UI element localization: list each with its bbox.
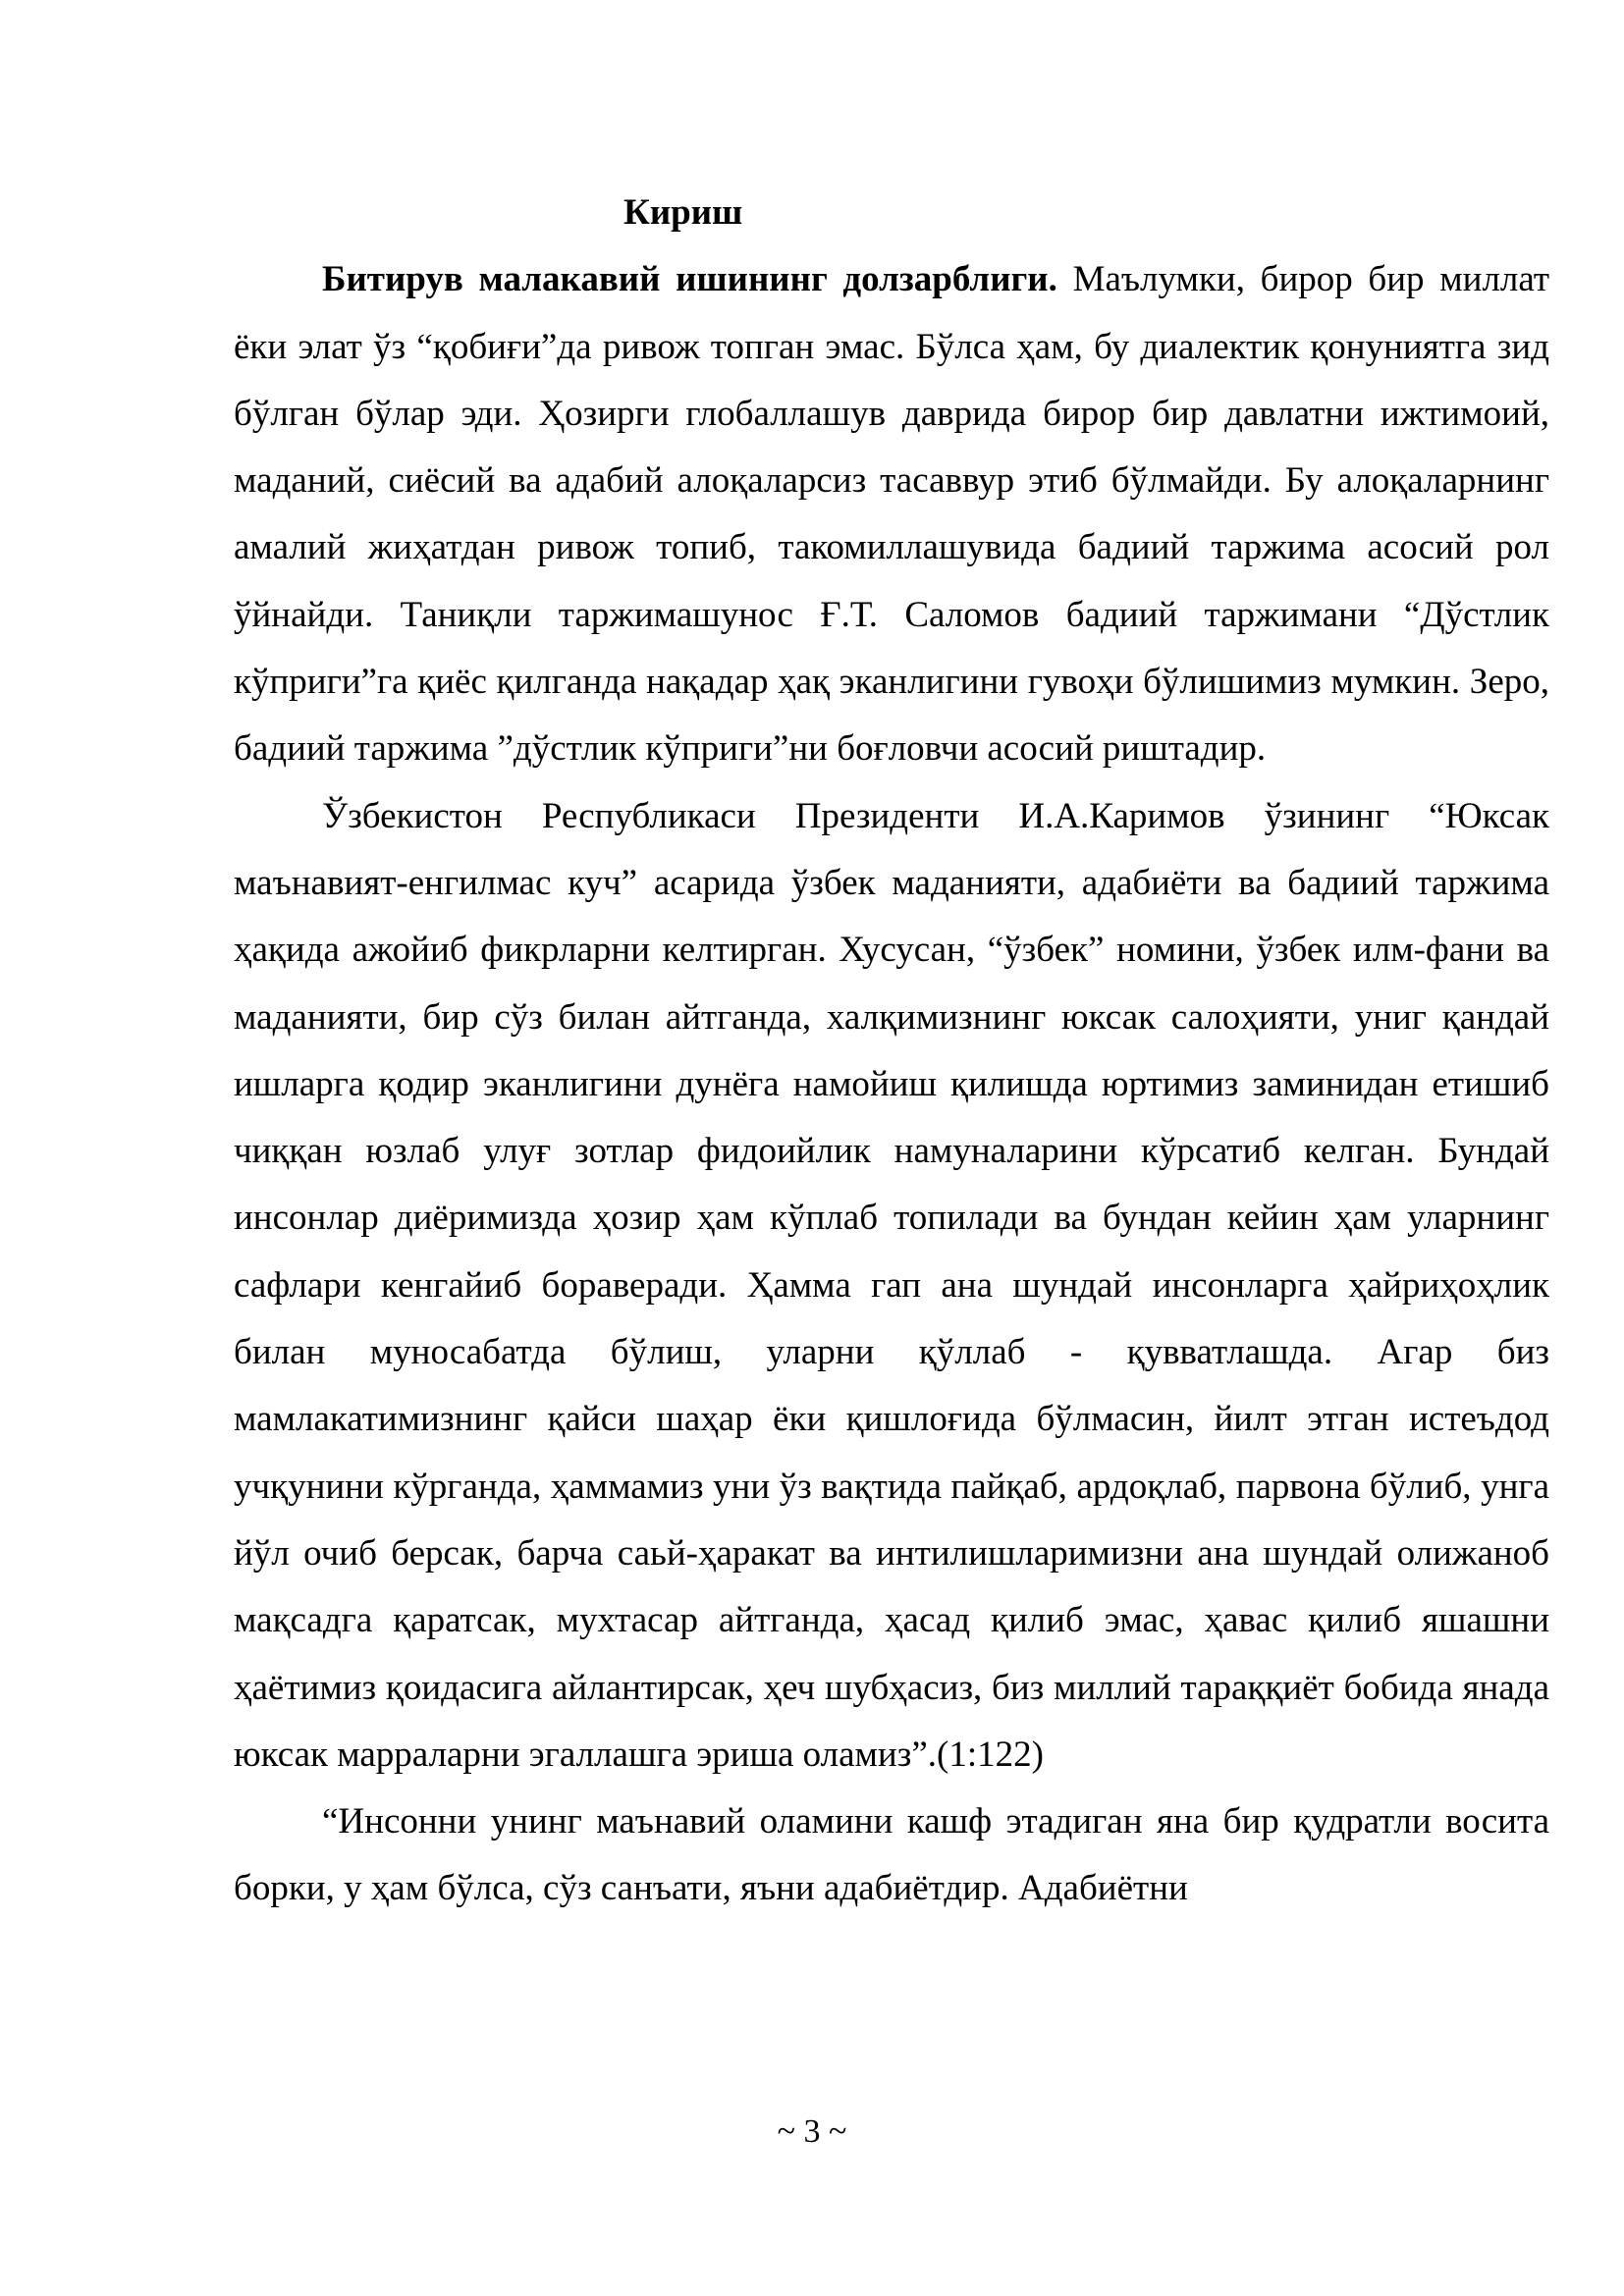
paragraph-president-quote [234, 783, 1549, 1789]
paragraph-text: “Инсонни унинг маънавий оламини кашф этадиган яна бир қудратли восита борки, у ҳам бўлса, сўз санъати, яъни адабиётдир. Адабиётни [234, 1801, 1549, 1909]
paragraph-lead: Битирув малакавий ишининг долзарблиги. [322, 259, 1057, 300]
section-heading: Кириш [623, 192, 743, 233]
paragraph-text: Ўзбекистон Республикаси Президенти И.А.Каримов ўзининг “Юксак маънавият-енгилмас куч” асарида ўзбек маданияти, адабиёти ва бадиий таржима ҳақида ажойиб фикрларни келтирган. Хусусан, “ўзбек” номини, ўзбек илм-фани ва маданияти, бир сўз билан айтганда, халқимизнинг юксак салоҳияти, униг қандай ишларга қодир эканлигини дунёга намойиш қилишда юртимиз заминидан етишиб чиққан юзлаб улуғ зотлар фидоийлик намуналарини кўрсатиб келган. Бундай инсонлар диёримизда ҳозир ҳам кўплаб топилади ва бундан кейин ҳам уларнинг сафлари кенгайиб бораверади. Ҳамма гап ана шундай инсонларга ҳайриҳоҳлик билан муносабатда бўлиш, уларни қўллаб - қувватлашда. Агар биз мамлакатимизнинг қайси шаҳар ёки қишлоғида бўлмасин, йилт этган истеъдод учқунини кўрганда, ҳаммамиз уни ўз вақтида пайқаб, ардоқлаб, парвона бўлиб, унга йўл очиб берсак, барча саьй-ҳаракат ва интилишларимизни ана шундай олижаноб мақсадга қаратсак, мухтасар айтганда, ҳасад қилиб эмас, ҳавас қилиб яшашни ҳаётимиз қоидасига айлантирсак, ҳеч шубҳасиз, биз миллий тараққиёт бобида янада юксак марраларни эгаллашга эриша оламиз”.(1:122) [234, 795, 1549, 1775]
document-body [234, 180, 1549, 1923]
page-number: ~ 3 ~ [777, 2113, 847, 2150]
paragraph-relevance [234, 246, 1549, 782]
paragraph-text: Маълумки, бирор бир миллат ёки элат ўз “қобиғи”да ривож топган эмас. Бўлса ҳам, бу диалектик қонуниятга зид бўлган бўлар эди. Ҳозирги глобаллашув даврида бирор бир давлатни ижтимоий, маданий, сиёсий ва адабий алоқаларсиз тасаввур этиб бўлмайди. Бу алоқаларнинг амалий жиҳатдан ривож топиб, такомиллашувида бадиий таржима асосий рол ўйнайди. Таниқли таржимашунос Ғ.Т. Саломов бадиий таржимани “Дўстлик кўприги”га қиёс қилганда нақадар ҳақ эканлигини гувоҳи бўлишимиз мумкин. Зеро, бадиий таржима ”дўстлик кўприги”ни боғловчи асосий риштадир. [234, 259, 1550, 770]
paragraph-literature [234, 1789, 1549, 1923]
